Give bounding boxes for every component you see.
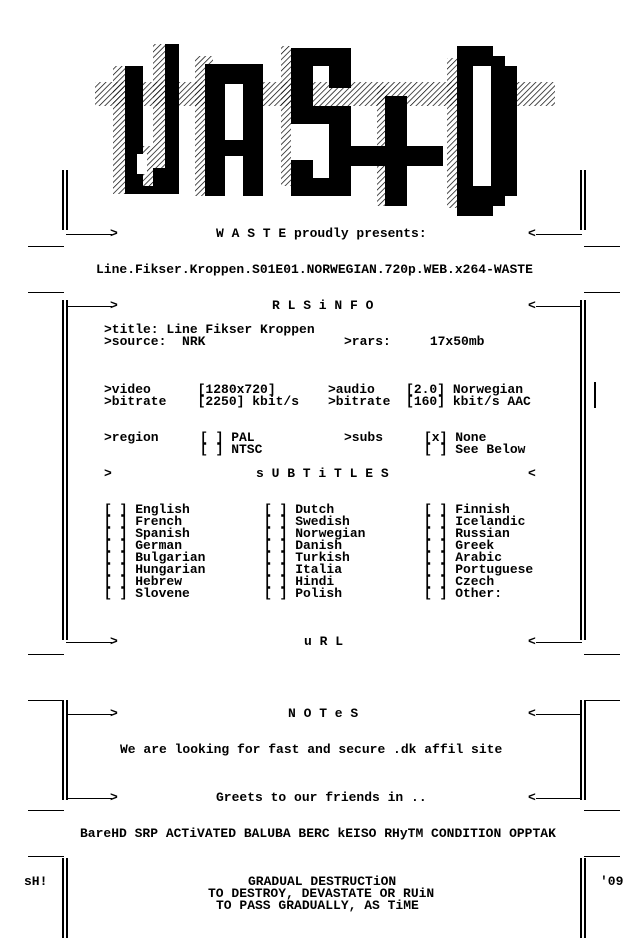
subtitle-option: [ ] Hebrew <box>104 574 183 589</box>
right-rail <box>584 300 586 640</box>
arrow-right-icon: > <box>104 466 112 481</box>
divider <box>66 306 112 307</box>
left-rail <box>66 300 68 640</box>
arrow-left-icon: < <box>528 298 536 313</box>
right-rail <box>580 170 582 230</box>
left-rail <box>62 170 64 230</box>
release-name: Line.Fikser.Kroppen.S01E01.NORWEGIAN.720p.WEB.x264-WASTE <box>96 262 533 277</box>
divider <box>584 856 620 857</box>
region-label: >region <box>104 430 159 445</box>
arrow-right-icon: > <box>110 226 118 241</box>
footer-line-3: TO PASS GRADUALLY, AS TiME <box>216 898 419 913</box>
subtitle-option: [ ] Polish <box>264 586 343 601</box>
divider <box>28 700 64 701</box>
video-line: >video [1280x720] <box>104 382 276 397</box>
arrow-right-icon: > <box>110 790 118 805</box>
subtitle-option: [ ] Slovene <box>104 586 190 601</box>
arrow-left-icon: < <box>528 790 536 805</box>
subs-label: >subs <box>344 430 384 445</box>
divider <box>28 810 64 811</box>
divider <box>536 798 582 799</box>
subtitle-option: [ ] Hungarian <box>104 562 206 577</box>
region-ntsc: [ ] NTSC <box>200 442 263 457</box>
right-rail <box>580 858 582 938</box>
right-marker <box>594 382 596 408</box>
divider <box>536 234 582 235</box>
divider <box>536 714 582 715</box>
source-line: >source: NRK <box>104 334 206 349</box>
left-rail <box>66 170 68 230</box>
subtitle-option: [ ] Arabic <box>424 550 503 565</box>
left-tag: sH! <box>24 874 48 889</box>
subtitle-option: [ ] Portuguese <box>424 562 534 577</box>
subtitle-option: [ ] Danish <box>264 538 343 553</box>
subtitle-option: [ ] Other: <box>424 586 503 601</box>
subtitle-option: [ ] Icelandic <box>424 514 526 529</box>
left-rail <box>62 300 64 640</box>
notes-text: We are looking for fast and secure .dk affil site <box>120 742 503 757</box>
footer-line-1: GRADUAL DESTRUCTiON <box>248 874 397 889</box>
subtitle-option: [ ] Italia <box>264 562 343 577</box>
arrow-left-icon: < <box>528 226 536 241</box>
right-rail <box>584 700 586 800</box>
subtitle-option: [ ] English <box>104 502 190 517</box>
left-rail <box>66 700 68 800</box>
subtitle-option: [ ] Norwegian <box>264 526 366 541</box>
waste-logo <box>95 36 555 216</box>
arrow-right-icon: > <box>110 298 118 313</box>
divider <box>584 654 620 655</box>
subtitle-option: [ ] Greek <box>424 538 495 553</box>
right-rail <box>584 170 586 230</box>
divider <box>28 292 64 293</box>
audio-bitrate-line: >bitrate [160] kbit/s AAC <box>328 394 531 409</box>
subtitle-option: [ ] French <box>104 514 183 529</box>
video-bitrate-line: >bitrate [2250] kbit/s <box>104 394 300 409</box>
subtitle-option: [ ] Dutch <box>264 502 335 517</box>
region-pal: [ ] PAL <box>200 430 255 445</box>
divider <box>66 714 112 715</box>
right-rail <box>584 858 586 938</box>
subtitle-option: [ ] Turkish <box>264 550 350 565</box>
divider <box>66 642 112 643</box>
subtitle-option: [ ] Hindi <box>264 574 335 589</box>
title-line: >title: Line Fikser Kroppen <box>104 322 315 337</box>
url-heading: u R L <box>304 634 344 649</box>
left-rail <box>62 858 64 938</box>
greets-heading: Greets to our friends in .. <box>216 790 427 805</box>
subtitle-option: [ ] Finnish <box>424 502 510 517</box>
subtitles-heading: s U B T i T L E S <box>256 466 389 481</box>
subtitle-option: [ ] Russian <box>424 526 510 541</box>
right-rail <box>580 300 582 640</box>
audio-line: >audio [2.0] Norwegian <box>328 382 524 397</box>
arrow-left-icon: < <box>528 466 536 481</box>
right-rail <box>580 700 582 800</box>
divider <box>584 246 620 247</box>
divider <box>536 642 582 643</box>
divider <box>66 234 112 235</box>
divider <box>28 856 64 857</box>
left-rail <box>66 858 68 938</box>
divider <box>66 798 112 799</box>
divider <box>584 810 620 811</box>
divider <box>584 700 620 701</box>
subtitle-option: [ ] Bulgarian <box>104 550 206 565</box>
right-tag: '09 <box>600 874 624 889</box>
notes-heading: N O T e S <box>288 706 359 721</box>
rars-line: >rars: 17x50mb <box>344 334 485 349</box>
left-rail <box>62 700 64 800</box>
presents-text: W A S T E proudly presents: <box>216 226 427 241</box>
arrow-left-icon: < <box>528 634 536 649</box>
arrow-right-icon: > <box>110 634 118 649</box>
divider <box>28 246 64 247</box>
divider <box>536 306 582 307</box>
divider <box>584 292 620 293</box>
subtitle-option: [ ] Spanish <box>104 526 190 541</box>
subs-see-below: [ ] See Below <box>424 442 526 457</box>
arrow-left-icon: < <box>528 706 536 721</box>
greets-list: BareHD SRP ACTiVATED BALUBA BERC kEISO RHyTM CONDITION OPPTAK <box>80 826 556 841</box>
arrow-right-icon: > <box>110 706 118 721</box>
subtitle-option: [ ] Czech <box>424 574 495 589</box>
rlsinfo-heading: R L S i N F O <box>272 298 374 313</box>
subs-none: [x] None <box>424 430 487 445</box>
subtitle-option: [ ] German <box>104 538 183 553</box>
divider <box>28 654 64 655</box>
footer-line-2: TO DESTROY, DEVASTATE OR RUiN <box>208 886 435 901</box>
subtitle-option: [ ] Swedish <box>264 514 350 529</box>
